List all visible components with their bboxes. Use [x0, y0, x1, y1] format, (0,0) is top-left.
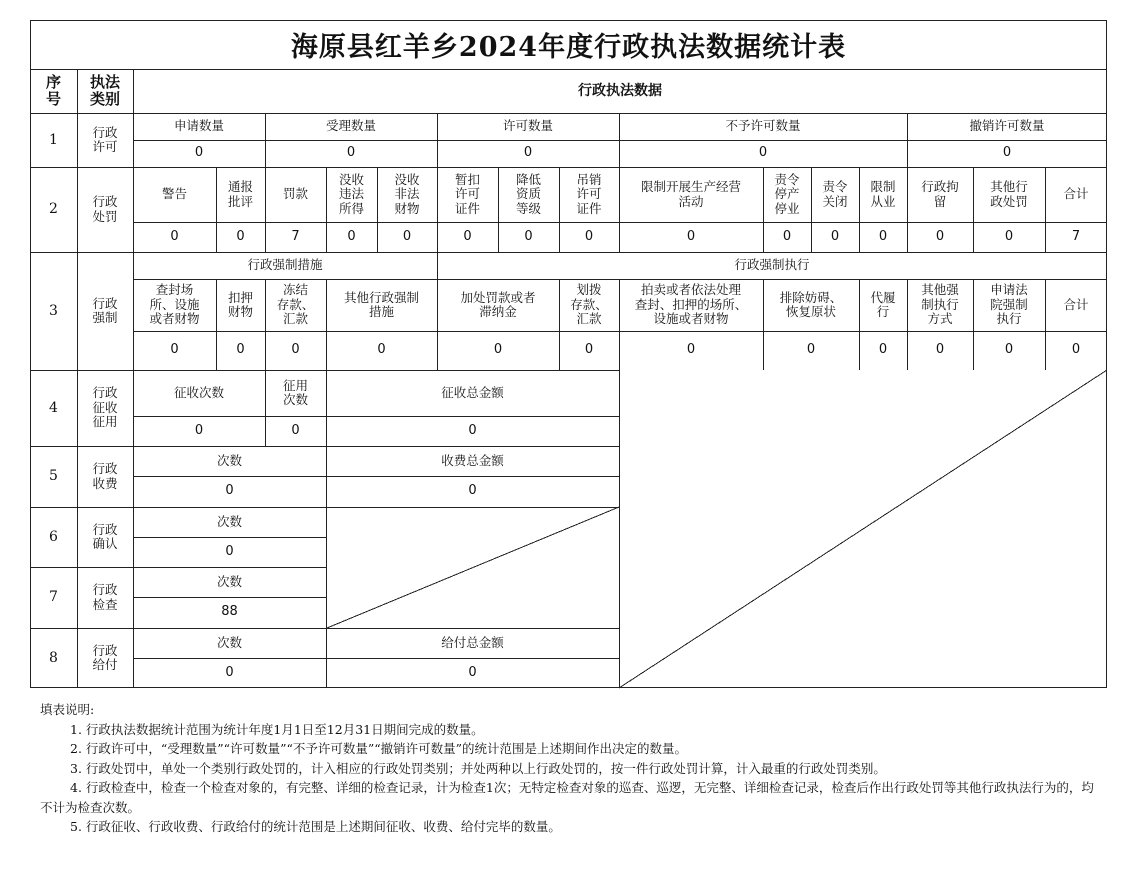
- penalty-value-15: 7: [1071, 228, 1081, 244]
- penalty-label-9: 限制开展生产经营 活动: [640, 179, 741, 209]
- row-4-seq: 4: [49, 399, 58, 416]
- value-inspection-count: 88: [221, 604, 238, 620]
- value-levy-total-amount: 0: [468, 422, 477, 438]
- penalty-label-7: 降低 资质 等级: [515, 171, 541, 216]
- label-inspection-count: 次数: [216, 573, 242, 589]
- coercion-value-4: 0: [377, 342, 386, 358]
- coercion-value-12: 0: [1071, 342, 1081, 358]
- label-payment-count: 次数: [216, 634, 242, 650]
- value-requisition-count: 0: [291, 422, 300, 438]
- penalty-label-10: 责令 停产 停业: [774, 171, 800, 216]
- value-payment-count: 0: [225, 664, 234, 680]
- coercion-value-8: 0: [806, 342, 816, 358]
- row-1-seq: 1: [49, 131, 58, 148]
- value-application-count: 0: [194, 145, 204, 161]
- row-5-seq: 5: [49, 468, 58, 485]
- coercion-label-7: 拍卖或者依法处理 查封、扣押的场所、 设施或者财物: [634, 282, 748, 327]
- row-6-category: 行政 确认: [92, 521, 118, 551]
- header-category: 执法 类别: [89, 72, 120, 108]
- penalty-value-8: 0: [584, 228, 594, 244]
- coercion-value-9: 0: [878, 342, 888, 358]
- coercion-label-5: 加处罚款或者 滞纳金: [460, 289, 536, 319]
- coercion-label-11: 申请法 院强制 执行: [990, 282, 1028, 327]
- coercion-value-11: 0: [1004, 342, 1014, 358]
- label-application-count: 申请数量: [173, 118, 224, 134]
- coercion-label-3: 冻结 存款、 汇款: [276, 282, 315, 327]
- coercion-label-2: 扣押 财物: [227, 289, 253, 319]
- row-5-category: 行政 收费: [92, 461, 118, 491]
- penalty-value-9: 0: [686, 228, 696, 244]
- penalty-value-6: 0: [463, 228, 472, 244]
- penalty-value-1: 0: [170, 228, 179, 244]
- penalty-value-5: 0: [402, 228, 412, 244]
- label-permitted-count: 许可数量: [502, 118, 553, 134]
- value-accepted-count: 0: [346, 145, 356, 161]
- coercion-value-2: 0: [236, 342, 245, 358]
- coercion-value-5: 0: [493, 342, 503, 358]
- label-levy-count: 征收次数: [173, 384, 224, 400]
- label-fee-count: 次数: [216, 452, 242, 468]
- row-3-category: 行政 强制: [92, 295, 118, 325]
- coercion-value-10: 0: [935, 342, 945, 358]
- coercion-value-3: 0: [291, 342, 300, 358]
- label-fee-total-amount: 收费总金额: [441, 452, 504, 468]
- header-seq: 序 号: [45, 72, 61, 108]
- penalty-value-7: 0: [524, 228, 533, 244]
- label-denied-count: 不予许可数量: [725, 118, 801, 134]
- label-levy-total-amount: 征收总金额: [441, 384, 504, 400]
- value-levy-count: 0: [194, 422, 204, 438]
- row-6-seq: 6: [49, 528, 58, 545]
- coercion-label-8: 排除妨碍、 恢复原状: [779, 289, 843, 319]
- penalty-label-12: 限制 从业: [870, 179, 896, 209]
- coercion-label-10: 其他强 制执行 方式: [921, 282, 959, 327]
- coercion-label-4: 其他行政强制 措施: [343, 289, 419, 319]
- value-fee-total-amount: 0: [468, 483, 477, 499]
- coercion-value-1: 0: [170, 342, 179, 358]
- label-revoked-count: 撤销许可数量: [969, 118, 1045, 134]
- coercion-value-7: 0: [686, 342, 696, 358]
- value-denied-count: 0: [758, 145, 768, 161]
- row-3-seq: 3: [49, 302, 58, 319]
- penalty-label-3: 罚款: [282, 186, 308, 202]
- value-fee-count: 0: [225, 483, 234, 499]
- group-coercive-execution: 行政强制执行: [734, 257, 810, 273]
- label-accepted-count: 受理数量: [325, 118, 376, 134]
- note-5: 5. 行政征收、行政收费、行政给付的统计范围是上述期间征收、收费、给付完毕的数量。: [70, 819, 561, 834]
- coercion-label-6: 划拨 存款、 汇款: [570, 282, 608, 327]
- penalty-label-4: 没收 违法 所得: [338, 171, 364, 216]
- notes-heading: 填表说明:: [40, 702, 95, 717]
- row-4-category: 行政 征收 征用: [92, 385, 118, 430]
- penalty-value-13: 0: [935, 228, 945, 244]
- penalty-value-11: 0: [830, 228, 840, 244]
- coercion-value-6: 0: [584, 342, 594, 358]
- row-2-category: 行政 处罚: [92, 194, 118, 224]
- penalty-value-3: 7: [291, 228, 300, 244]
- row-8-category: 行政 给付: [92, 642, 118, 672]
- note-3: 3. 行政处罚中，单处一个类别行政处罚的，计入相应的行政处罚类别；并处两种以上行政处罚的，按一件行政处罚计算，计入最重的行政处罚类别。: [70, 760, 886, 776]
- value-permitted-count: 0: [523, 145, 533, 161]
- penalty-label-8: 吊销 许可 证件: [576, 171, 602, 216]
- note-2: 2. 行政许可中，“受理数量”“许可数量”“不予许可数量”“撤销许可数量”的统计范围是上述期间作出决定的数量。: [70, 741, 688, 756]
- notes-section: [40, 700, 1100, 837]
- penalty-value-14: 0: [1004, 228, 1014, 244]
- penalty-label-2: 通报 批评: [227, 179, 253, 209]
- row-7-category: 行政 检查: [92, 582, 118, 612]
- penalty-label-5: 没收 非法 财物: [394, 171, 420, 216]
- penalty-label-14: 其他行 政处罚: [990, 179, 1028, 209]
- penalty-label-6: 暂扣 许可 证件: [454, 171, 480, 216]
- note-1: 1. 行政执法数据统计范围为统计年度1月1日至12月31日期间完成的数量。: [70, 721, 484, 737]
- value-payment-total-amount: 0: [468, 664, 477, 680]
- header-data: 行政执法数据: [578, 82, 662, 99]
- label-confirmation-count: 次数: [216, 513, 242, 529]
- penalty-value-10: 0: [782, 228, 792, 244]
- label-payment-total-amount: 给付总金额: [441, 634, 504, 650]
- coercion-label-9: 代履 行: [870, 289, 896, 319]
- label-requisition-count: 征用 次数: [282, 377, 308, 407]
- penalty-value-12: 0: [878, 228, 888, 244]
- penalty-value-4: 0: [347, 228, 356, 244]
- coercion-label-1: 查封场 所、设施 或者财物: [149, 282, 200, 327]
- note-4: 4. 行政检查中，检查一个检查对象的，有完整、详细的检查记录，计为检查1次；无特定检查对象的巡查、巡逻，无完整、详细检查记录，检查后作出行政处罚等其他行政执法行为的，均不计为检查次数。: [40, 780, 1094, 815]
- coercion-label-12: 合计: [1063, 296, 1089, 312]
- page-title: 海原县红羊乡2024年度行政执法数据统计表: [290, 32, 847, 63]
- row-7-seq: 7: [49, 589, 58, 606]
- value-confirmation-count: 0: [225, 543, 234, 559]
- value-revoked-count: 0: [1002, 145, 1012, 161]
- penalty-label-11: 责令 关闭: [822, 179, 848, 209]
- penalty-label-15: 合计: [1063, 186, 1089, 202]
- penalty-label-1: 警告: [161, 186, 187, 202]
- penalty-label-13: 行政拘 留: [921, 179, 959, 209]
- row-8-seq: 8: [49, 649, 58, 666]
- row-1-category: 行政 许可: [92, 124, 118, 154]
- row-2-seq: 2: [49, 201, 58, 218]
- group-coercive-measures: 行政强制措施: [247, 257, 323, 273]
- penalty-value-2: 0: [236, 228, 245, 244]
